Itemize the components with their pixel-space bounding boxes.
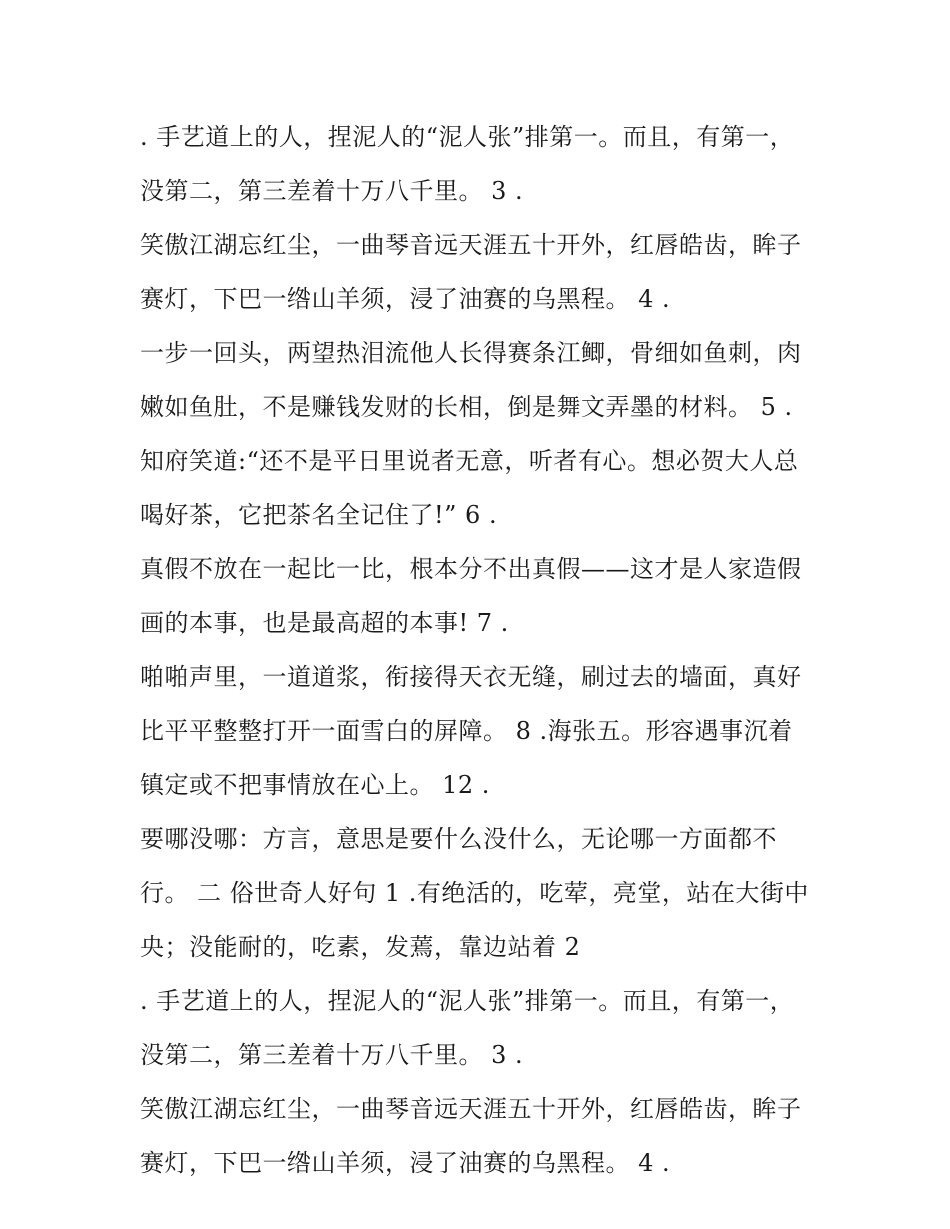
text-line: 笑傲江湖忘红尘，一曲琴音远天涯五十开外，红唇皓齿，眸子 <box>140 231 802 259</box>
text-line: 画的本事，也是最高超的本事! 7 . <box>140 609 509 637</box>
text-line: 赛灯，下巴一绺山羊须，浸了油赛的乌黑程。 4 . <box>140 285 671 313</box>
text-line: 要哪没哪：方言，意思是要什么没什么，无论哪一方面都不 <box>140 825 777 853</box>
text-line: 没第二，第三差着十万八千里。 3 . <box>140 177 524 205</box>
text-body <box>140 110 830 1190</box>
text-line: 比平平整整打开一面雪白的屏障。 8 .海张五。形容遇事沉着 <box>140 717 793 745</box>
text-line: 知府笑道:“还不是平日里说者无意，听者有心。想必贺大人总 <box>140 447 799 475</box>
text-line: 一步一回头，两望热泪流他人长得赛条江鲫，骨细如鱼刺，肉 <box>140 339 802 367</box>
text-line: . 手艺道上的人，捏泥人的“泥人张”排第一。而且，有第一， <box>140 123 795 151</box>
text-line: 行。 二 俗世奇人好句 1 .有绝活的，吃荤，亮堂，站在大街中 <box>140 879 809 907</box>
text-line: 喝好茶，它把茶名全记住了!” 6 . <box>140 501 498 529</box>
text-line: 镇定或不把事情放在心上。 12 . <box>140 771 490 799</box>
text-line: . 手艺道上的人，捏泥人的“泥人张”排第一。而且，有第一， <box>140 987 795 1015</box>
text-line: 赛灯，下巴一绺山羊须，浸了油赛的乌黑程。 4 . <box>140 1149 671 1177</box>
text-line: 啪啪声里，一道道浆，衔接得天衣无缝，刷过去的墙面，真好 <box>140 663 802 691</box>
text-line: 没第二，第三差着十万八千里。 3 . <box>140 1041 524 1069</box>
text-line: 真假不放在一起比一比，根本分不出真假——这才是人家造假 <box>140 555 802 583</box>
text-line: 央；没能耐的，吃素，发蔫，靠边站着 2 <box>140 933 581 961</box>
text-line: 嫩如鱼肚，不是赚钱发财的长相，倒是舞文弄墨的材料。 5 . <box>140 393 793 421</box>
text-line: 笑傲江湖忘红尘，一曲琴音远天涯五十开外，红唇皓齿，眸子 <box>140 1095 802 1123</box>
